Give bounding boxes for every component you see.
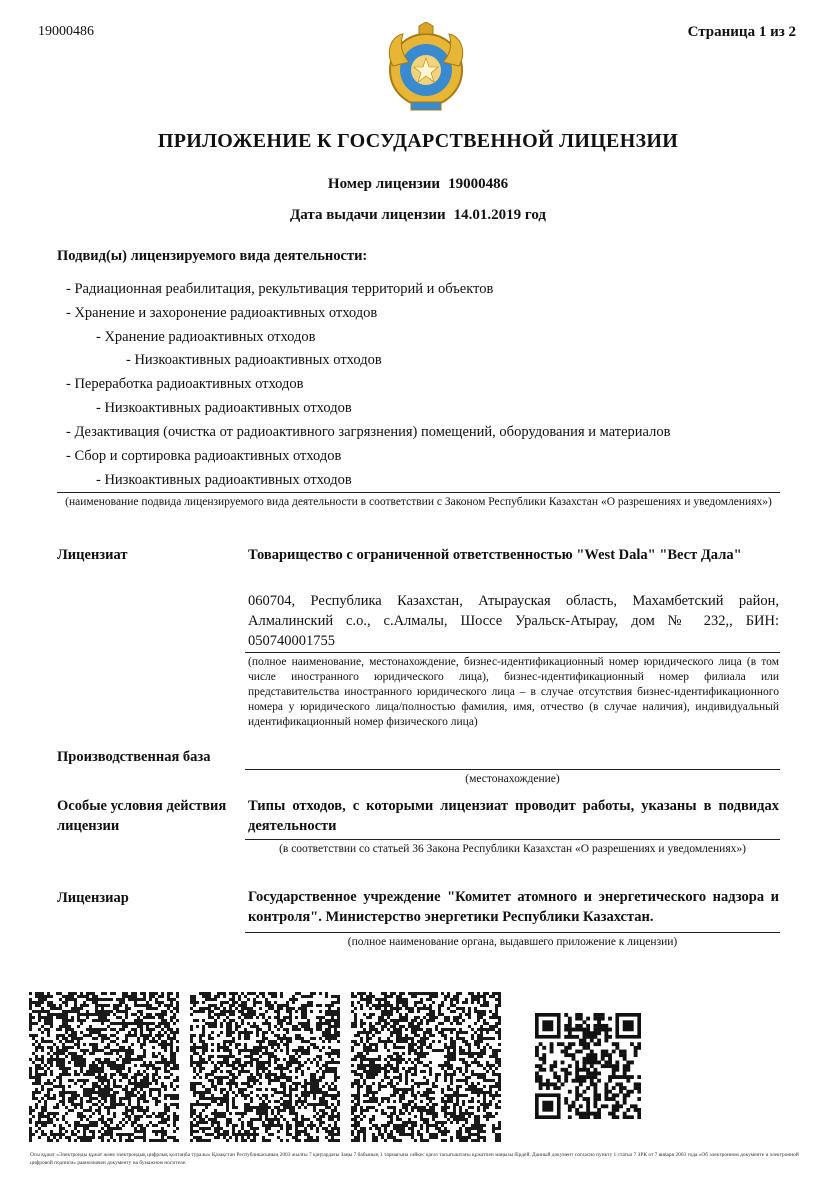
- license-number: 19000486: [448, 176, 509, 192]
- license-number-label: Номер лицензии: [327, 176, 441, 192]
- activity-item: - Низкоактивных радиоактивных отходов: [126, 352, 382, 368]
- special-conditions-label: Особые условия действия лицензии: [57, 798, 227, 834]
- divider: [245, 932, 780, 933]
- special-conditions-value: Типы отходов, с которыми лицензиат проводит работы, указаны в подвидах деятельности: [248, 798, 779, 834]
- page-title: ПРИЛОЖЕНИЕ К ГОСУДАРСТВЕННОЙ ЛИЦЕНЗИИ: [157, 130, 679, 152]
- pdf417-barcode-icon: [29, 992, 179, 1142]
- licensee-label: Лицензиат: [57, 547, 128, 563]
- activity-item: - Сбор и сортировка радиоактивных отходов: [66, 448, 342, 464]
- divider: [245, 769, 780, 770]
- kazakhstan-emblem-icon: [383, 22, 469, 114]
- production-base-note: (местонахождение): [465, 773, 560, 785]
- production-base-label: Производственная база: [57, 749, 211, 765]
- activity-item: - Дезактивация (очистка от радиоактивного загрязнения) помещений, оборудования и материалов: [66, 424, 671, 440]
- licensee-name: Товарищество с ограниченной ответственностью "West Dala" "Вест Дала": [248, 547, 742, 563]
- licensor-label: Лицензиар: [57, 890, 129, 906]
- activity-item: - Переработка радиоактивных отходов: [66, 376, 304, 392]
- license-date-row: [0, 207, 836, 224]
- license-number-row: [0, 176, 836, 193]
- pdf417-barcode-icon: [190, 992, 340, 1142]
- legal-footer: Осы құжат «Электронды құжат және электрондық цифрлық қолтаңба туралы» Қазақстан Республикасының 2003 жылғы 7 қаңтардағы Заңы 7 бабының 1 тармағына сәйкес қағаз тасығыштағы құжатпен маңызы бірдей. Данный документ согласно пункту 1 статьи 7 ЗРК от 7 января 2003 года «Об электронном документе и электронной цифровой подписи» равнозначен документу на бумажном носителе.: [30, 1152, 799, 1166]
- license-date-label: Дата выдачи лицензии: [289, 207, 446, 223]
- license-date: 14.01.2019 год: [453, 207, 547, 223]
- divider: [57, 492, 780, 493]
- activities-title: Подвид(ы) лицензируемого вида деятельности:: [57, 248, 368, 264]
- activities-note: (наименование подвида лицензируемого вида деятельности в соответствии с Законом Республики Казахстан «О разрешениях и уведомлениях»): [65, 496, 772, 508]
- special-conditions-note: (в соответствии со статьей 36 Закона Республики Казахстан «О разрешениях и уведомлениях»): [279, 843, 746, 855]
- activity-item: - Низкоактивных радиоактивных отходов: [96, 472, 352, 488]
- divider: [245, 652, 780, 653]
- activity-item: - Хранение и захоронение радиоактивных отходов: [66, 305, 378, 321]
- licensee-address: 060704, Республика Казахстан, Атырауская область, Махамбетский район, Алмалинский с.о., с.Алмалы, Шоссе Уральск-Атырау, дом № 232,, БИН: 050740001755: [248, 593, 779, 649]
- qr-code-icon: [535, 1013, 641, 1119]
- activity-item: - Низкоактивных радиоактивных отходов: [96, 400, 352, 416]
- pdf417-barcode-icon: [351, 992, 501, 1142]
- divider: [245, 839, 780, 840]
- licensor-note: (полное наименование органа, выдавшего приложение к лицензии): [347, 936, 678, 948]
- licensee-note: (полное наименование, местонахождение, бизнес-идентификационный номер юридического лица (в том числе иностранного юридического лица), бизнес-идентификационный номер филиала или представительства иностранного юридического лица – в случае отсутствия бизнес-идентификационного номера у юридического лица/полностью фамилия, имя, отчество (в случае наличия), индивидуальный идентификационный номер физического лица): [248, 656, 779, 728]
- licensor-value: Государственное учреждение "Комитет атомного и энергетического надзора и контроля". Министерство энергетики Республики Казахстан.: [248, 889, 779, 925]
- activity-item: - Хранение радиоактивных отходов: [96, 329, 316, 345]
- page-indicator: Страница 1 из 2: [687, 24, 796, 40]
- document-number: 19000486: [38, 24, 94, 39]
- activity-item: - Радиационная реабилитация, рекультивация территорий и объектов: [66, 281, 494, 297]
